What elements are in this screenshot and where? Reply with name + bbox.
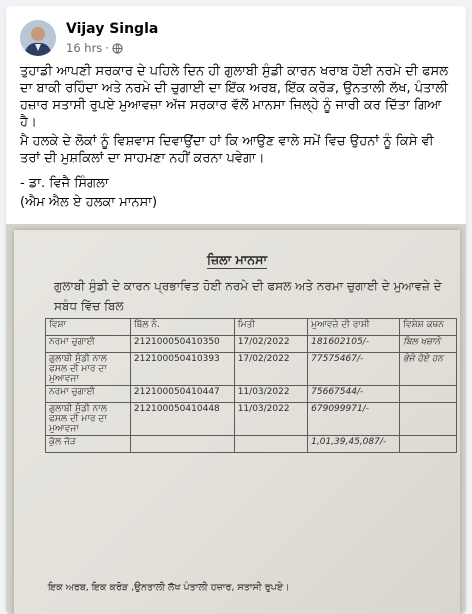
table-row: ਗੁਲਾਬੀ ਸੁੰਡੀ ਨਾਲ ਫਸਲ ਦੀ ਮਾਰ ਦਾ ਮੁਆਵਜਾ 212100050410393 17/02/2022 77575467/- ਭੇਜੇ ਹੋਏ ਹਨ: [46, 353, 457, 386]
document-title: ਜ਼ਿਲਾ ਮਾਨਸਾ: [206, 252, 268, 267]
table-row: ਗੁਲਾਬੀ ਸੁੰਡੀ ਨਾਲ ਫਸਲ ਦੀ ਮਾਰ ਦਾ ਮੁਆਵਜਾ 212100050410448 11/03/2022 679099971/-: [46, 403, 457, 436]
header-amount: ਮੁਆਵਜ਼ੇ ਦੀ ਰਾਸ਼ੀ: [308, 319, 400, 336]
author-name[interactable]: Vijay Singla: [66, 21, 159, 37]
post-photo[interactable]: [6, 224, 466, 614]
table-header-row: [46, 319, 457, 336]
post-designation: (ਐਮ ਐਲ ਏ ਹਲਕਾ ਮਾਨਸਾ): [20, 195, 158, 210]
document-subject: ਗੁਲਾਬੀ ਸੁੰਡੀ ਦੇ ਕਾਰਨ ਪ੍ਰਭਾਵਿਤ ਹੋਈ ਨਰਮੇ ਦੀ ਫਸਲ ਅਤੇ ਨਰਮਾ ਚੁਗਾਈ ਦੇ ਮੁਆਵਜ਼ੇ ਦੇ ਸਬੰਧ ਵਿੱਚ ਬਿਲ: [54, 279, 442, 313]
post-header: [20, 20, 450, 60]
avatar-image: [20, 20, 56, 56]
document-footer: ਇਕ ਅਰਬ, ਇਕ ਕਰੋੜ ,ਉਨਤਾਲੀ ਲੱਖ ਪੰਤਾਲੀ ਹਜ਼ਾਰ, ਸਤਾਸੀ ਰੁਪਏ।: [48, 582, 290, 593]
post-timestamp[interactable]: 16 hrs: [66, 41, 103, 55]
author-avatar[interactable]: [20, 20, 56, 56]
post-paragraph-1: ਤੁਹਾਡੀ ਆਪਣੀ ਸਰਕਾਰ ਦੇ ਪਹਿਲੇ ਦਿਨ ਹੀ ਗੁਲਾਬੀ ਸੁੰਡੀ ਕਾਰਨ ਖਰਾਬ ਹੋਈ ਨਰਮੇ ਦੀ ਫਸਲ ਦਾ ਬਾਕੀ ਰਹਿੰਦਾ ਅਤੇ ਨਰਮੇ ਦੀ ਚੁਗਾਈ ਦਾ ਇੱਕ ਅਰਬ, ਇੱਕ ਕਰੋੜ, ਉਨਤਾਲੀ ਲੱਖ, ਪੰਤਾਲੀ ਹਜ਼ਾਰ ਸਤਾਸੀ ਰੁਪਏ ਮੁਆਵਜ਼ਾ ਅੱਜ ਸਰਕਾਰ ਵੱਲੋਂ ਮਾਨਸਾ ਜਿਲ੍ਹੇ ਨੂੰ ਜਾਰੀ ਕਰ ਦਿੱਤਾ ਗਿਆ ਹੈ।: [20, 64, 449, 130]
post-body: [20, 63, 452, 213]
header-bill-no: ਬਿੱਲ ਨੰ.: [130, 319, 234, 336]
table-row: ਨਰਮਾ ਚੁਗਾਈ 212100050410447 11/03/2022 75667544/-: [46, 386, 457, 403]
table-row: ਨਰਮਾ ਚੁਗਾਈ 212100050410350 17/02/2022 181602105/- ਬਿਲ ਖਜ਼ਾਨੇ: [46, 336, 457, 353]
table-total-row: [46, 436, 457, 453]
globe-icon: [112, 43, 123, 57]
post-meta: 16 hrs ·: [66, 41, 123, 57]
header-subject: ਵਿਸ਼ਾ: [46, 319, 131, 336]
total-amount: 1,01,39,45,087/-: [308, 436, 400, 453]
total-label: ਕੁੱਲ ਜੋੜ: [46, 436, 131, 453]
header-remarks: ਵਿਸ਼ੇਸ਼ ਕਥਨ: [400, 319, 457, 336]
compensation-table: [45, 318, 457, 453]
document-paper: [14, 230, 460, 614]
facebook-post-card: [6, 6, 466, 614]
post-paragraph-2: ਮੈ ਹਲਕੇ ਦੇ ਲੋਕਾਂ ਨੂੰ ਵਿਸ਼ਵਾਸ ਦਿਵਾਉਂਦਾ ਹਾਂ ਕਿ ਆਉਣ ਵਾਲੇ ਸਮੇਂ ਵਿਚ ਉਹਨਾਂ ਨੂੰ ਕਿਸੇ ਵੀ ਤਰਾਂ ਦੀ ਮੁਸ਼ਕਿਲਾਂ ਦਾ ਸਾਹਮਣਾ ਨਹੀਂ ਕਰਨਾ ਪਵੇਗਾ।: [20, 134, 434, 166]
header-date: ਮਿਤੀ: [234, 319, 307, 336]
post-signature: - ਡਾ. ਵਿਜੈ ਸਿੰਗਲਾ: [20, 176, 109, 191]
